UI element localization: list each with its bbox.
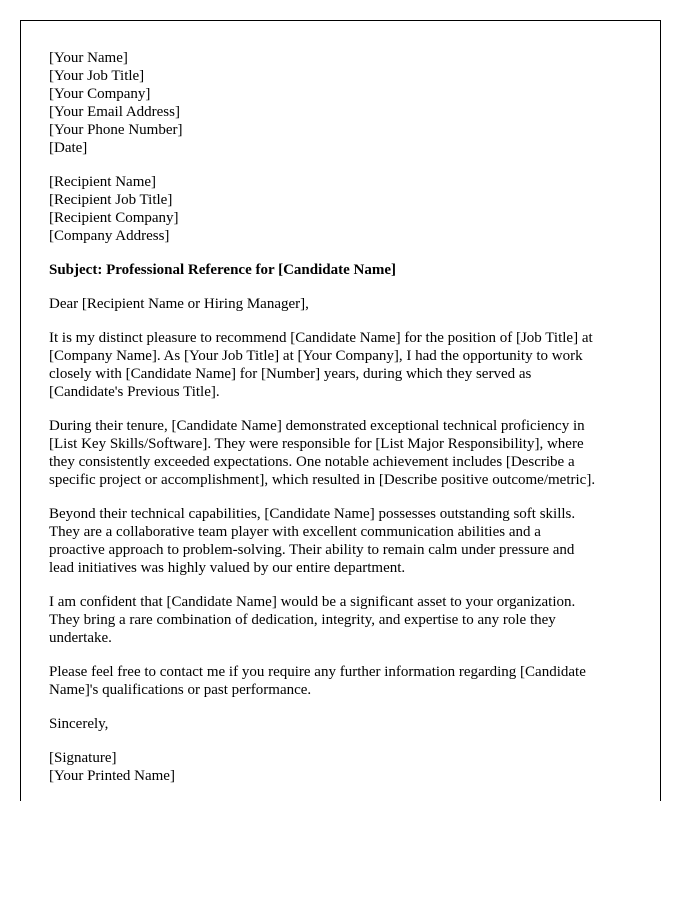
paragraph-line: They bring a rare combination of dedication, integrity, and expertise to any role they [49, 612, 556, 628]
letter-subject: Subject: Professional Reference for [Candidate Name] [49, 262, 397, 278]
sender-block [49, 49, 639, 157]
letter-page [20, 20, 661, 801]
paragraph-line: Beyond their technical capabilities, [Candidate Name] possesses outstanding soft skills. [49, 506, 576, 522]
paragraph-line: [Candidate's Previous Title]. [49, 384, 220, 400]
paragraph-line: It is my distinct pleasure to recommend [Candidate Name] for the position of [Job Title] at [49, 330, 593, 346]
printed-name: [Your Printed Name] [49, 768, 175, 784]
recipient-name: [Recipient Name] [49, 174, 157, 190]
sender-name: [Your Name] [49, 50, 128, 66]
letter-content [49, 49, 639, 801]
letter-salutation: Dear [Recipient Name or Hiring Manager], [49, 296, 309, 312]
paragraph-soft-skills [49, 505, 639, 577]
paragraph-confidence [49, 593, 639, 647]
signature-block [49, 749, 639, 785]
paragraph-line: they consistently exceeded expectations. One notable achievement includes [Describe a [49, 454, 575, 470]
paragraph-line: [Company Name]. As [Your Job Title] at [Your Company], I had the opportunity to work [49, 348, 583, 364]
paragraph-line: I am confident that [Candidate Name] would be a significant asset to your organization. [49, 594, 576, 610]
paragraph-line: undertake. [49, 630, 112, 646]
sender-job-title: [Your Job Title] [49, 68, 145, 84]
paragraph-line: Please feel free to contact me if you require any further information regarding [Candidate [49, 664, 586, 680]
paragraph-recommendation [49, 329, 639, 401]
recipient-address: [Company Address] [49, 228, 170, 244]
recipient-job-title: [Recipient Job Title] [49, 192, 173, 208]
paragraph-line: Name]'s qualifications or past performance. [49, 682, 312, 698]
signature-placeholder: [Signature] [49, 750, 117, 766]
paragraph-contact [49, 663, 639, 699]
recipient-company: [Recipient Company] [49, 210, 179, 226]
paragraph-line: lead initiatives was highly valued by our entire department. [49, 560, 406, 576]
sender-company: [Your Company] [49, 86, 151, 102]
paragraph-line: [List Key Skills/Software]. They were responsible for [List Major Responsibility], where [49, 436, 584, 452]
paragraph-line: proactive approach to problem-solving. Their ability to remain calm under pressure and [49, 542, 575, 558]
letter-closing: Sincerely, [49, 716, 109, 732]
paragraph-technical [49, 417, 639, 489]
paragraph-line: specific project or accomplishment], which resulted in [Describe positive outcome/metric]. [49, 472, 596, 488]
sender-phone: [Your Phone Number] [49, 122, 183, 138]
paragraph-line: closely with [Candidate Name] for [Number] years, during which they served as [49, 366, 532, 382]
recipient-block [49, 173, 639, 245]
paragraph-line: During their tenure, [Candidate Name] demonstrated exceptional technical proficiency in [49, 418, 585, 434]
sender-email: [Your Email Address] [49, 104, 180, 120]
letter-date: [Date] [49, 140, 88, 156]
paragraph-line: They are a collaborative team player with excellent communication abilities and a [49, 524, 541, 540]
